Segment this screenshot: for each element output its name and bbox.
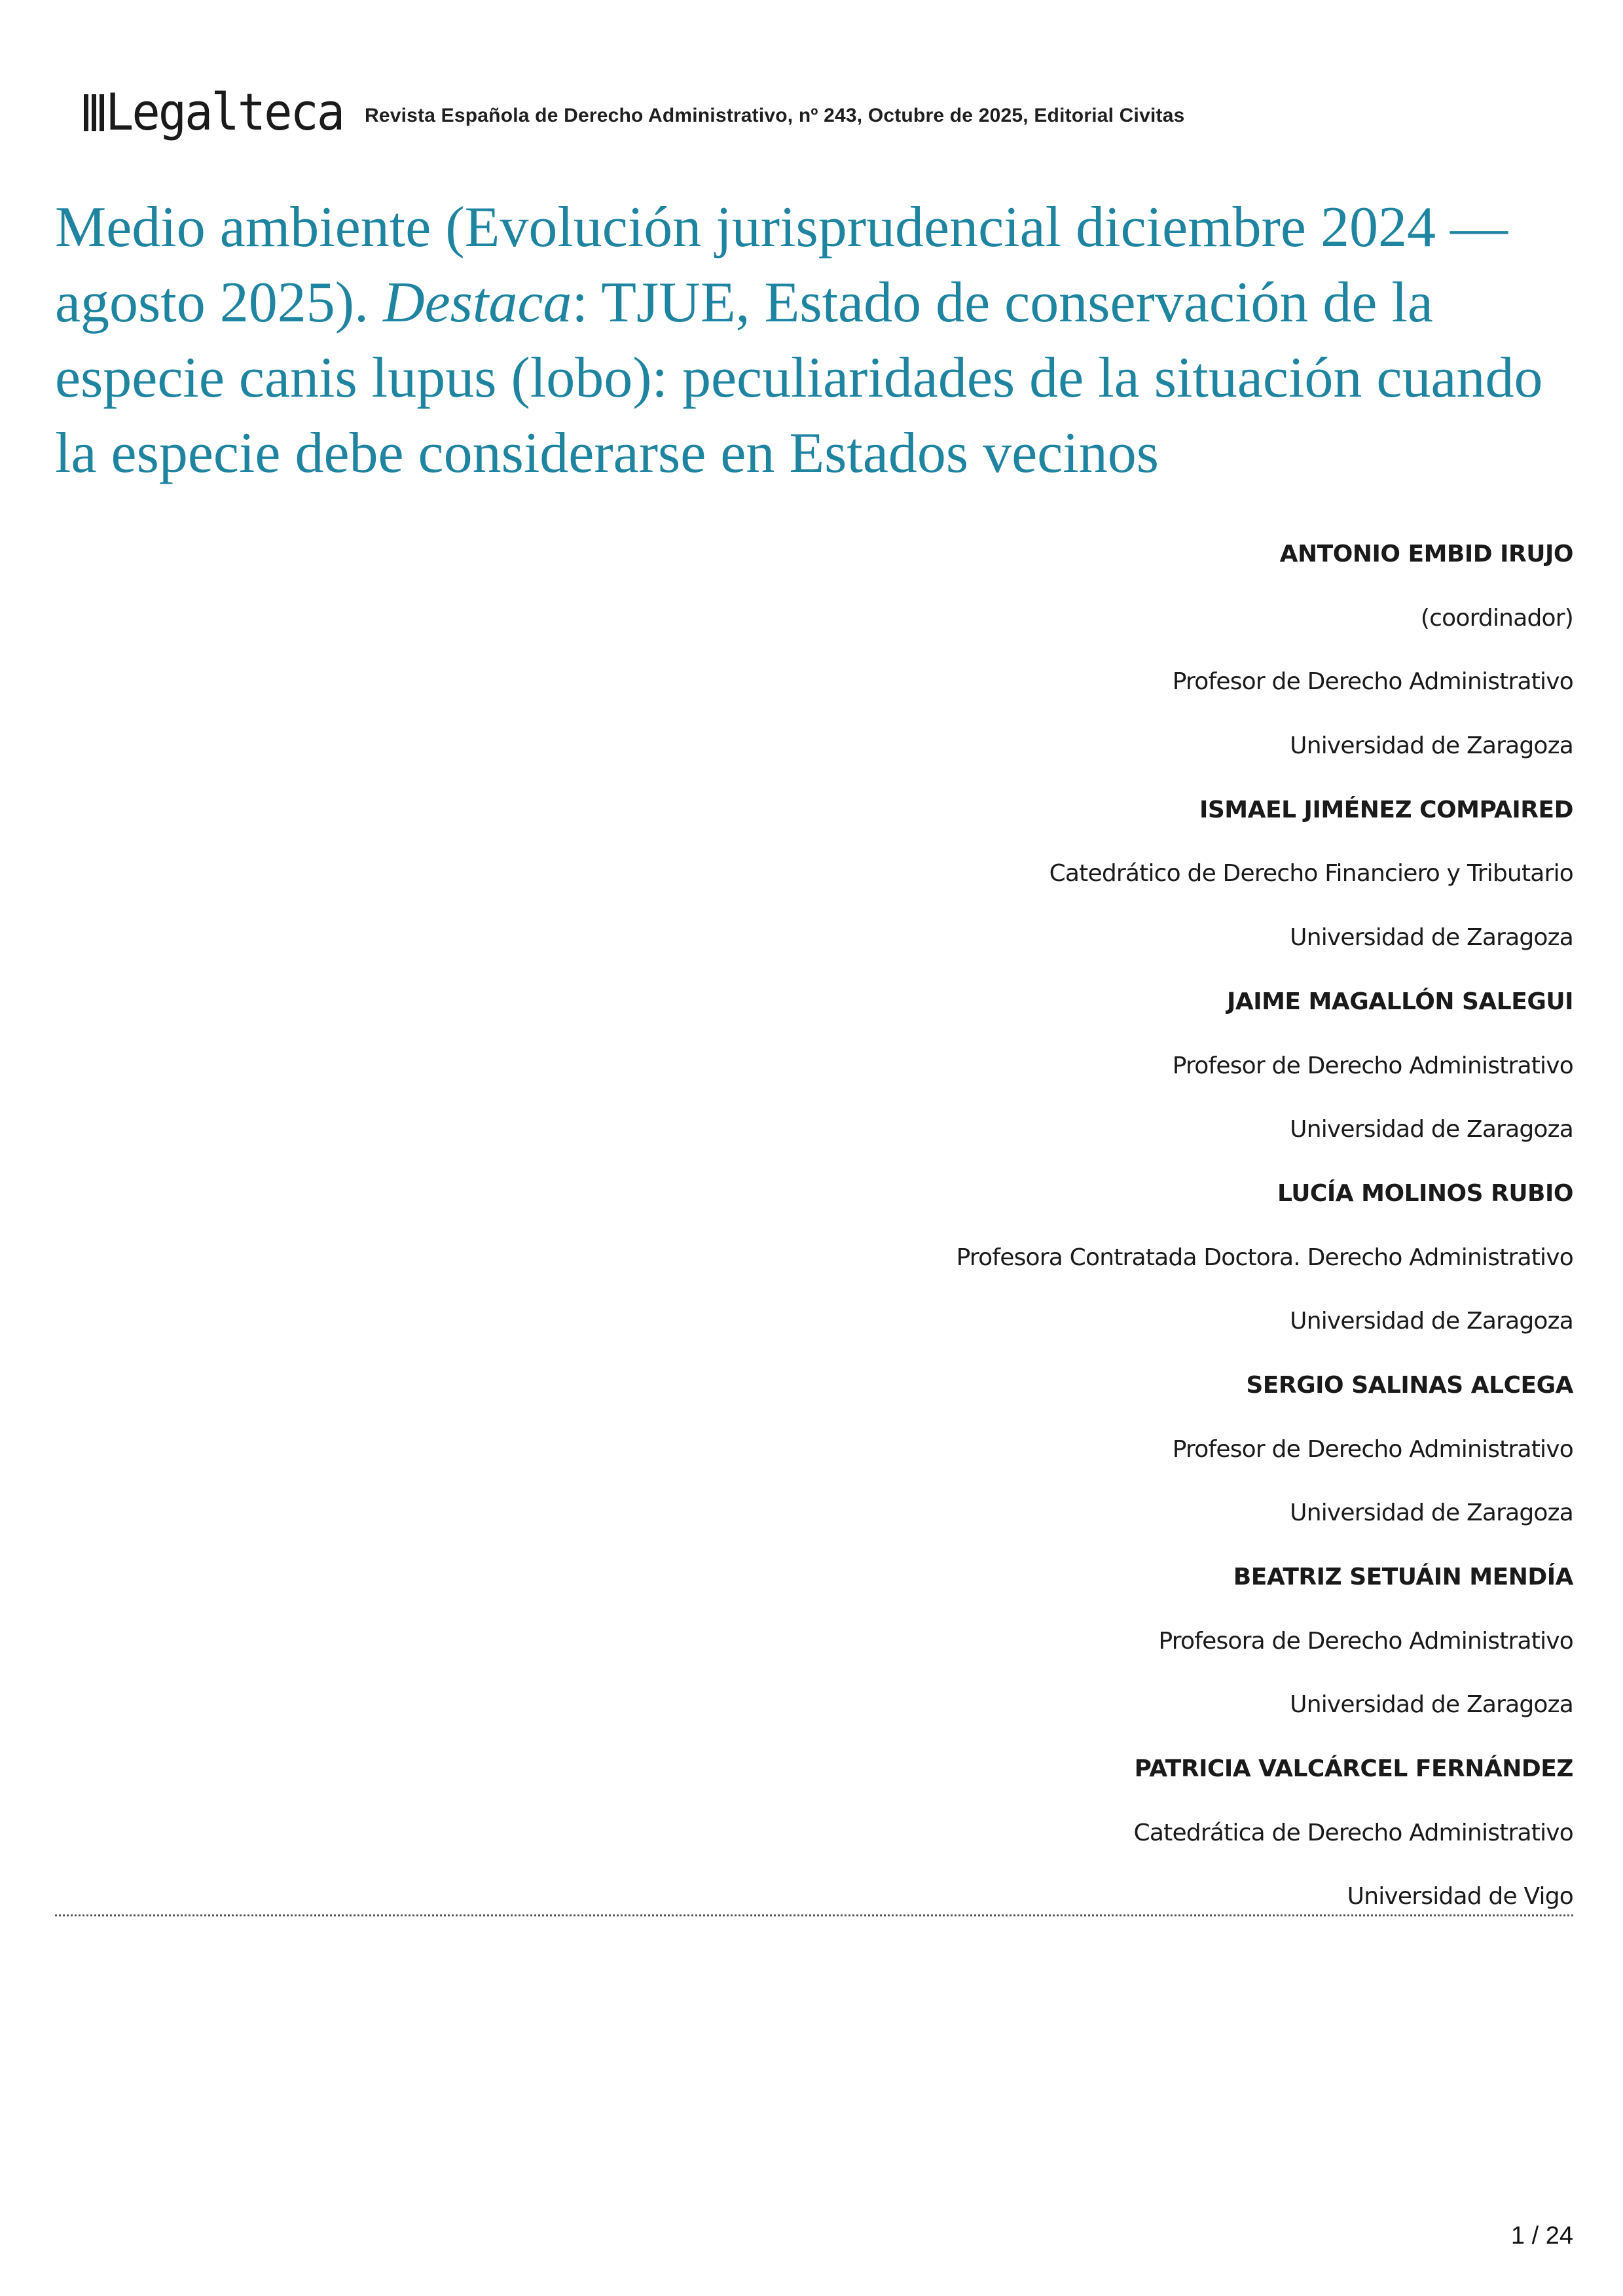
- author-institution: Universidad de Zaragoza: [1290, 1691, 1573, 1719]
- title-line-2-start: agosto 2025).: [55, 271, 384, 334]
- author-name: BEATRIZ SETUÁIN MENDÍA: [1233, 1564, 1573, 1590]
- author-name: JAIME MAGALLÓN SALEGUI: [1226, 988, 1573, 1015]
- title-line-1: Medio ambiente (Evolución jurisprudencial diciembre 2024 —: [55, 196, 1508, 259]
- title-line-3: especie canis lupus (lobo): peculiaridades de la situación cuando: [55, 346, 1543, 410]
- journal-citation: Revista Española de Derecho Administrativo, nº 243, Octubre de 2025, Editorial Civitas: [365, 105, 1185, 126]
- vertical-bars-icon: [84, 94, 104, 131]
- title-line-4: la especie debe considerarse en Estados vecinos: [55, 422, 1159, 485]
- title-highlight-label: Destaca: [383, 271, 572, 334]
- author-position: Catedrático de Derecho Financiero y Tributario: [1049, 860, 1573, 888]
- author-institution: Universidad de Zaragoza: [1290, 924, 1573, 952]
- author-role: (coordinador): [1420, 604, 1573, 632]
- author-institution: Universidad de Zaragoza: [1290, 1116, 1573, 1143]
- author-institution: Universidad de Zaragoza: [1290, 1308, 1573, 1335]
- author-name: LUCÍA MOLINOS RUBIO: [1277, 1179, 1573, 1207]
- article-title: [55, 190, 1580, 491]
- author-position: Profesora Contratada Doctora. Derecho Administrativo: [956, 1244, 1573, 1271]
- author-name: PATRICIA VALCÁRCEL FERNÁNDEZ: [1134, 1755, 1573, 1783]
- author-name: ANTONIO EMBID IRUJO: [1279, 541, 1573, 567]
- title-line-2: [55, 265, 1580, 340]
- legalteca-logo: [84, 80, 343, 143]
- logo-text: Legalteca: [105, 82, 344, 142]
- author-list: [67, 538, 1573, 1945]
- author-name: SERGIO SALINAS ALCEGA: [1246, 1371, 1573, 1399]
- author-institution: Universidad de Zaragoza: [1290, 732, 1573, 760]
- author-institution: Universidad de Vigo: [1347, 1883, 1573, 1910]
- dotted-divider: [55, 1914, 1573, 1916]
- title-line-2-end: : TJUE, Estado de conservación de la: [572, 271, 1433, 334]
- author-position: Profesora de Derecho Administrativo: [1158, 1627, 1573, 1655]
- author-position: Catedrática de Derecho Administrativo: [1133, 1819, 1573, 1846]
- author-position: Profesor de Derecho Administrativo: [1172, 668, 1573, 696]
- author-institution: Universidad de Zaragoza: [1290, 1499, 1573, 1527]
- page-number: 1 / 24: [1510, 2222, 1573, 2250]
- author-position: Profesor de Derecho Administrativo: [1172, 1052, 1573, 1079]
- author-name: ISMAEL JIMÉNEZ COMPAIRED: [1199, 796, 1573, 823]
- author-position: Profesor de Derecho Administrativo: [1172, 1435, 1573, 1463]
